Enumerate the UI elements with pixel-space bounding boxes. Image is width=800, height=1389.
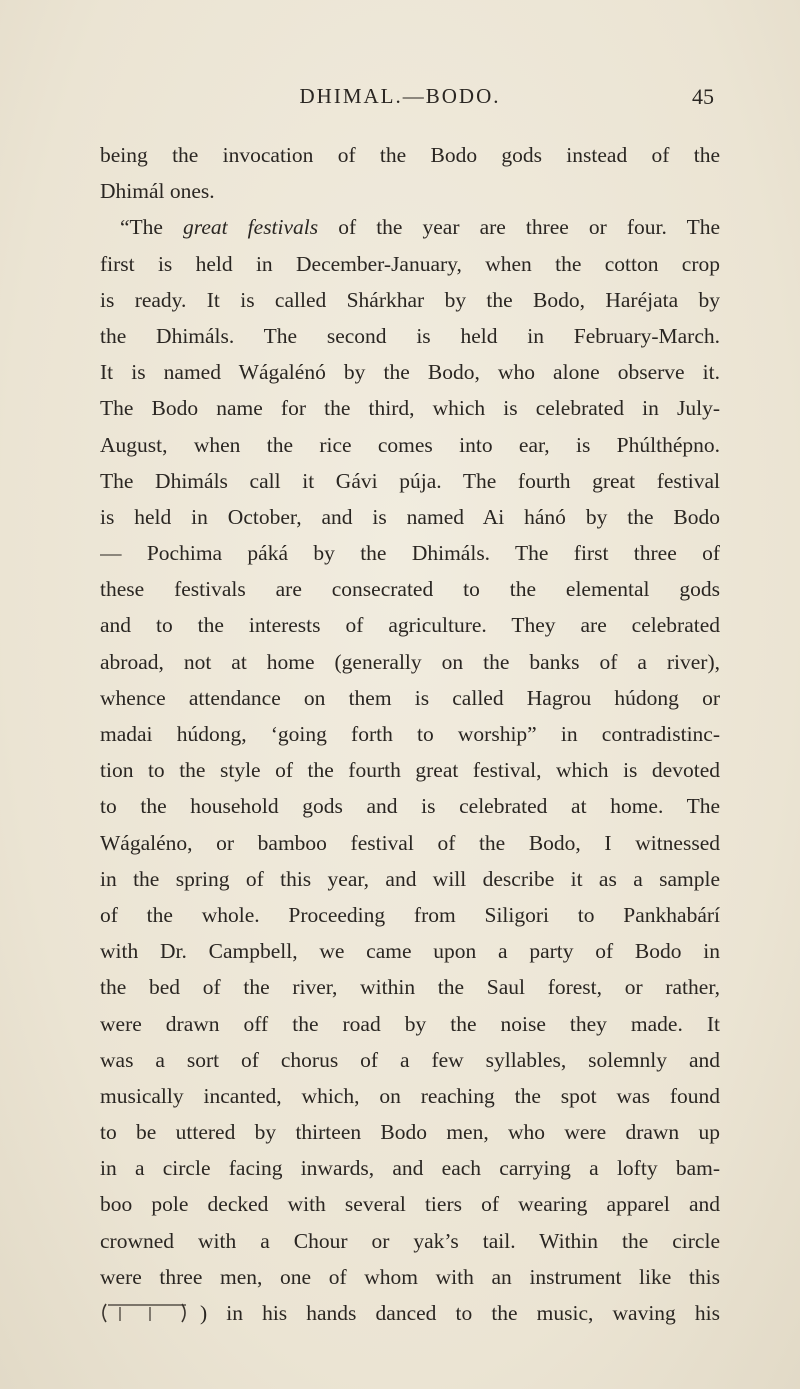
text-line: in the spring of this year, and will describe it as a sample (100, 866, 720, 891)
text-line: tion to the style of the fourth great festival, which is devoted (100, 758, 720, 783)
text-line: with Dr. Campbell, we came upon a party of Bodo in (100, 939, 720, 964)
text-line-with-figure (100, 1295, 720, 1331)
text-line: musically incanted, which, on reaching the spot was found (100, 1083, 720, 1108)
italic-phrase: great festivals (183, 215, 319, 240)
text-line: were three men, one of whom with an instrument like this (100, 1264, 720, 1289)
text-line: is ready. It is called Shárkhar by the Bodo, Haréjata by (100, 287, 720, 312)
instrument-drawing (100, 1302, 190, 1324)
text-line: the bed of the river, within the Saul forest, or rather, (100, 975, 720, 1000)
text-line: crowned with a Chour or yak’s tail. Within the circle (100, 1228, 720, 1253)
text-line: to the household gods and is celebrated at home. The (100, 794, 720, 819)
text-line: “The great festivals of the year are three or four. The (120, 215, 720, 240)
text-line: and to the interests of agriculture. They are celebrated (100, 613, 720, 638)
running-head (0, 84, 800, 114)
text-line: The Dhimáls call it Gávi púja. The fourth great festival (100, 468, 720, 493)
text-line: abroad, not at home (generally on the banks of a river), (100, 649, 720, 674)
text-line: ) in his hands danced to the music, waving his (200, 1300, 720, 1325)
text-line: these festivals are consecrated to the elemental gods (100, 577, 720, 602)
text-line: madai húdong, ‘going forth to worship” in contradistinc- (100, 722, 720, 746)
page-number: 45 (692, 84, 714, 109)
text-line: whence attendance on them is called Hagrou húdong or (100, 685, 720, 710)
text-line: boo pole decked with several tiers of wearing apparel and (100, 1192, 720, 1217)
text-line: were drawn off the road by the noise they made. It (100, 1011, 720, 1036)
text-line: to be uttered by thirteen Bodo men, who were drawn up (100, 1120, 720, 1145)
text-line: The Bodo name for the third, which is celebrated in July- (100, 396, 720, 421)
text-line: was a sort of chorus of a few syllables, solemnly and (100, 1047, 720, 1072)
text-line: August, when the rice comes into ear, is Phúlthépno. (100, 432, 720, 457)
text-line: being the invocation of the Bodo gods instead of the (100, 143, 720, 167)
text-line: It is named Wágalénó by the Bodo, who alone observe it. (100, 360, 720, 385)
text-line: of the whole. Proceeding from Siligori to Pankhabárí (100, 902, 720, 927)
instrument-figure (100, 1302, 190, 1324)
text-line: — Pochima páká by the Dhimáls. The first three of (100, 541, 720, 566)
text-line: Dhimál ones. (100, 179, 215, 204)
text-line: the Dhimáls. The second is held in February-March. (100, 323, 720, 348)
text-line: in a circle facing inwards, and each carrying a lofty bam- (100, 1156, 720, 1181)
running-title: DHIMAL.—BODO. (299, 84, 501, 108)
body-text (100, 137, 720, 1331)
text-line: is held in October, and is named Ai hánó by the Bodo (100, 504, 720, 529)
text-line: first is held in December-January, when the cotton crop (100, 251, 720, 276)
text-line: Wágaléno, or bamboo festival of the Bodo, I witnessed (100, 830, 720, 855)
